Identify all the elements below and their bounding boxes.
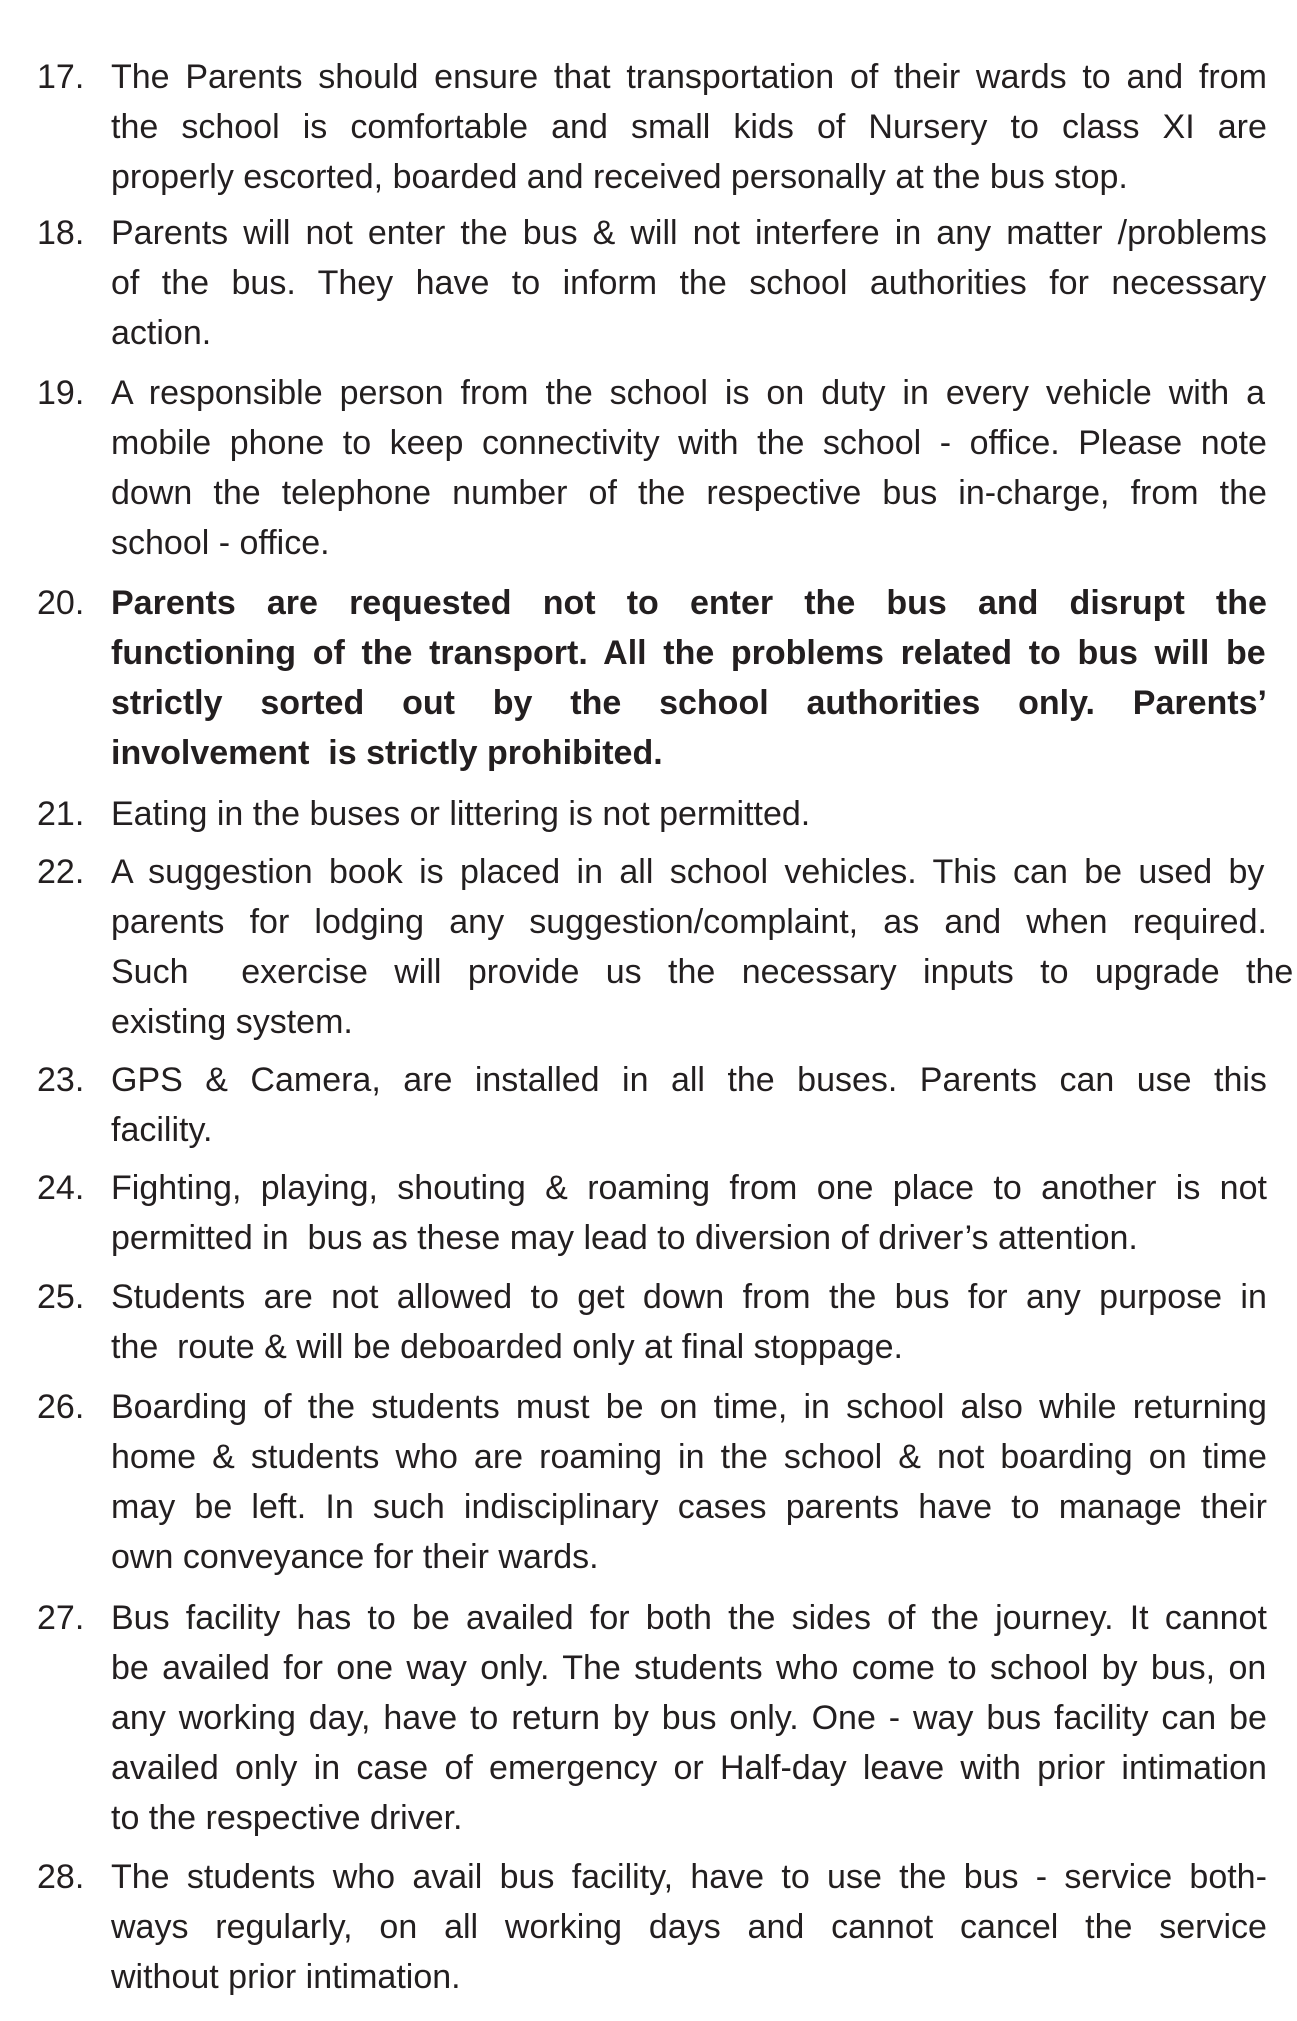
item-text bbox=[111, 789, 1267, 839]
text-line bbox=[111, 1213, 1267, 1263]
text-line bbox=[111, 102, 1267, 152]
text-line bbox=[111, 1902, 1267, 1952]
text-line bbox=[111, 1055, 1267, 1105]
item-number: 23. bbox=[37, 1061, 85, 1099]
text-line bbox=[111, 578, 1267, 628]
text-line-content: Eating in the buses or littering is not permitted. bbox=[111, 795, 811, 833]
text-line-content: be availed for one way only. The students who come to school by bus, on bbox=[111, 1649, 1267, 1687]
text-line bbox=[111, 1743, 1267, 1793]
text-line bbox=[111, 208, 1267, 258]
text-line-content: own conveyance for their wards. bbox=[111, 1538, 599, 1576]
text-line bbox=[111, 368, 1267, 418]
text-line bbox=[111, 1693, 1267, 1743]
item-number: 26. bbox=[37, 1388, 85, 1426]
text-line-content: existing system. bbox=[111, 1003, 353, 1041]
item-number: 18. bbox=[37, 214, 85, 252]
text-line bbox=[111, 678, 1267, 728]
text-line bbox=[111, 152, 1267, 202]
text-line bbox=[111, 997, 1267, 1047]
item-number: 21. bbox=[37, 795, 85, 833]
text-line bbox=[111, 1532, 1267, 1582]
text-line bbox=[111, 418, 1267, 468]
text-line bbox=[111, 308, 1267, 358]
item-text bbox=[111, 1382, 1267, 1582]
text-line bbox=[111, 258, 1267, 308]
text-line-content: properly escorted, boarded and received personally at the bus stop. bbox=[111, 158, 1128, 196]
item-number: 22. bbox=[37, 853, 85, 891]
text-line bbox=[111, 1482, 1267, 1532]
text-line-content: any working day, have to return by bus only. One - way bus facility can be bbox=[111, 1699, 1267, 1737]
text-line bbox=[111, 1272, 1267, 1322]
text-line bbox=[111, 1322, 1267, 1372]
text-line bbox=[111, 1593, 1267, 1643]
text-line-content: A suggestion book is placed in all school vehicles. This can be used by bbox=[111, 853, 1265, 891]
item-text bbox=[111, 1852, 1267, 2002]
text-line bbox=[111, 518, 1267, 568]
text-line-content: action. bbox=[111, 314, 212, 352]
item-text bbox=[111, 578, 1267, 778]
item-text bbox=[111, 1163, 1267, 1263]
text-line-content: may be left. In such indisciplinary cases parents have to manage their bbox=[111, 1488, 1267, 1526]
text-line-content: Fighting, playing, shouting & roaming from one place to another is not bbox=[111, 1169, 1267, 1207]
text-line-content: down the telephone number of the respective bus in-charge, from the bbox=[111, 474, 1267, 512]
text-line-content: home & students who are roaming in the school & not boarding on time bbox=[111, 1438, 1267, 1476]
item-text bbox=[111, 1272, 1267, 1372]
text-line bbox=[111, 1432, 1267, 1482]
text-line-content: The students who avail bus facility, have to use the bus - service both- bbox=[111, 1858, 1267, 1896]
text-line-content: Parents will not enter the bus & will not interfere in any matter /problems bbox=[111, 214, 1267, 252]
item-number: 20. bbox=[37, 584, 85, 622]
text-line-content: GPS & Camera, are installed in all the buses. Parents can use this bbox=[111, 1061, 1267, 1099]
text-line-content: Students are not allowed to get down from the bus for any purpose in bbox=[111, 1278, 1267, 1316]
text-line-content: mobile phone to keep connectivity with the school - office. Please note bbox=[111, 424, 1267, 462]
text-line-content: the route & will be deboarded only at final stoppage. bbox=[111, 1328, 903, 1366]
text-line bbox=[111, 628, 1267, 678]
text-line bbox=[111, 52, 1267, 102]
text-line bbox=[111, 1793, 1267, 1843]
text-line-content: the school is comfortable and small kids of Nursery to class XI are bbox=[111, 108, 1267, 146]
item-number: 25. bbox=[37, 1278, 85, 1316]
item-text bbox=[111, 847, 1294, 1047]
text-line bbox=[111, 1852, 1267, 1902]
text-line-content: permitted in bus as these may lead to diversion of driver’s attention. bbox=[111, 1219, 1138, 1257]
item-number: 17. bbox=[37, 58, 85, 96]
text-line-content: The Parents should ensure that transportation of their wards to and from bbox=[111, 58, 1267, 96]
text-line-content: functioning of the transport. All the problems related to bus will be bbox=[111, 634, 1266, 672]
text-line-content: facility. bbox=[111, 1111, 213, 1149]
text-line bbox=[111, 468, 1267, 518]
text-line bbox=[111, 789, 1267, 839]
text-line-content: Boarding of the students must be on time, in school also while returning bbox=[111, 1388, 1267, 1426]
text-line-content: Such exercise will provide us the necessary inputs to upgrade the bbox=[111, 953, 1294, 991]
text-line bbox=[111, 947, 1294, 997]
text-line bbox=[111, 1952, 1267, 2002]
text-line-content: school - office. bbox=[111, 524, 330, 562]
text-line-content: Parents are requested not to enter the bus and disrupt the bbox=[111, 584, 1267, 622]
item-text bbox=[111, 368, 1267, 568]
item-number: 24. bbox=[37, 1169, 85, 1207]
text-line-content: strictly sorted out by the school authorities only. Parents’ bbox=[111, 684, 1267, 722]
text-line-content: availed only in case of emergency or Half-day leave with prior intimation bbox=[111, 1749, 1267, 1787]
text-line bbox=[111, 1643, 1267, 1693]
text-line bbox=[111, 1163, 1267, 1213]
text-line-content: Bus facility has to be availed for both the sides of the journey. It cannot bbox=[111, 1599, 1267, 1637]
text-line bbox=[111, 1382, 1267, 1432]
item-number: 28. bbox=[37, 1858, 85, 1896]
text-line bbox=[111, 1105, 1267, 1155]
item-text bbox=[111, 52, 1267, 202]
item-number: 27. bbox=[37, 1599, 85, 1637]
item-number: 19. bbox=[37, 374, 85, 412]
text-line-content: ways regularly, on all working days and cannot cancel the service bbox=[111, 1908, 1267, 1946]
text-line-content: of the bus. They have to inform the school authorities for necessary bbox=[111, 264, 1267, 302]
text-line-content: A responsible person from the school is on duty in every vehicle with a bbox=[111, 374, 1266, 412]
text-line-content: to the respective driver. bbox=[111, 1799, 463, 1837]
text-line bbox=[111, 897, 1267, 947]
text-line-content: involvement is strictly prohibited. bbox=[111, 734, 663, 772]
text-line-content: without prior intimation. bbox=[111, 1958, 461, 1996]
item-text bbox=[111, 1593, 1267, 1843]
text-line bbox=[111, 847, 1267, 897]
item-text bbox=[111, 208, 1267, 358]
text-line bbox=[111, 728, 1267, 778]
text-line-content: parents for lodging any suggestion/complaint, as and when required. bbox=[111, 903, 1267, 941]
item-text bbox=[111, 1055, 1267, 1155]
